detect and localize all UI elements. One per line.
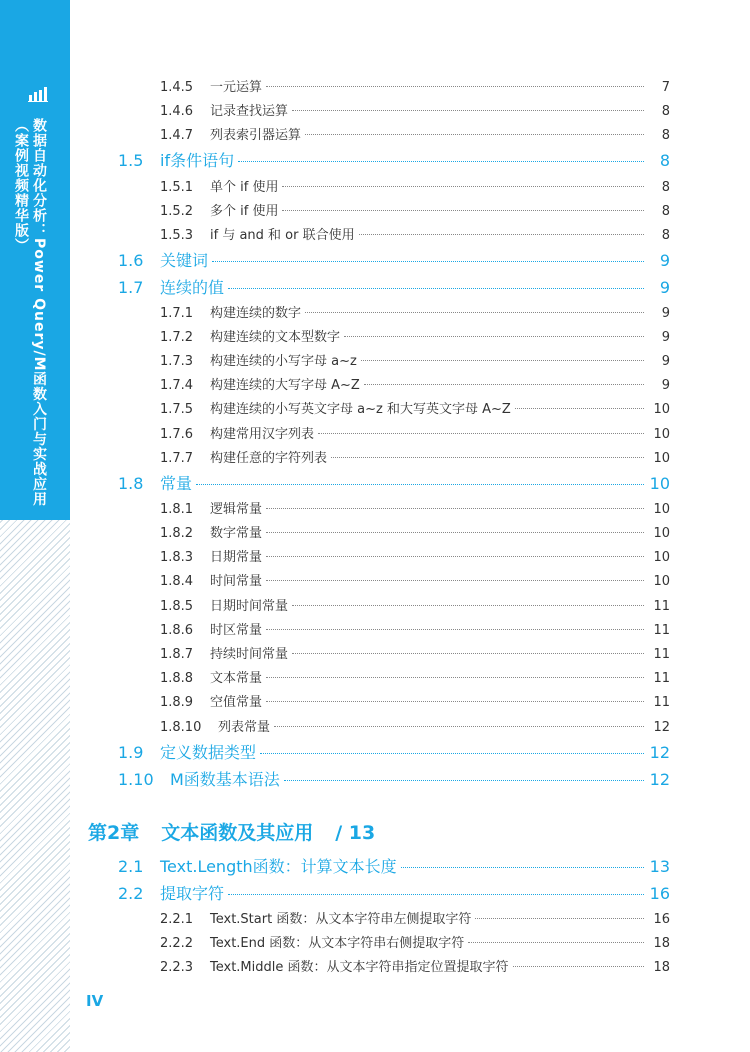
dot-leader	[468, 942, 644, 943]
entry-number: 1.8.7	[160, 647, 194, 662]
entry-title: 记录查找运算	[210, 104, 289, 119]
entry-number: 2.2.3	[160, 960, 194, 975]
toc-section-1-7[interactable]	[118, 275, 670, 298]
entry-page: 10	[653, 574, 670, 589]
chapter-label: 第2章	[88, 822, 140, 844]
entry-number: 1.7.2	[160, 330, 194, 345]
entry-page: 8	[661, 128, 670, 143]
entry-page: 7	[661, 80, 670, 95]
entry-number: 1.8.9	[160, 695, 194, 710]
spine-book-subtitle: （案例视频精华版）	[13, 118, 29, 253]
dot-leader	[331, 457, 644, 458]
dot-leader	[515, 408, 644, 409]
entry-number: 1.4.6	[160, 104, 194, 119]
section-number: 1.7	[118, 278, 144, 297]
entry-title: 日期时间常量	[210, 599, 289, 614]
toc-section-1-8[interactable]	[118, 471, 670, 494]
dot-leader	[266, 86, 644, 87]
entry-number: 1.8.8	[160, 671, 194, 686]
entry-title: 列表常量	[218, 720, 271, 735]
dot-leader	[266, 629, 644, 630]
entry-page: 8	[661, 104, 670, 119]
entry-title: 构建常用汉字列表	[210, 427, 315, 442]
section-title: 提取字符	[160, 884, 225, 903]
section-number: 1.10	[118, 770, 154, 789]
entry-page: 11	[653, 599, 670, 614]
entry-title: 多个 if 使用	[210, 204, 279, 219]
dot-leader	[282, 210, 644, 211]
entry-title: 日期常量	[210, 550, 263, 565]
entry-number: 1.7.1	[160, 306, 194, 321]
entry-page: 8	[661, 228, 670, 243]
section-number: 1.8	[118, 474, 144, 493]
entry-number: 1.8.3	[160, 550, 194, 565]
toc-entry-1-7-5[interactable]	[160, 398, 670, 417]
dot-leader	[266, 532, 644, 533]
dot-leader	[274, 726, 644, 727]
toc-section-2-1[interactable]	[118, 854, 670, 877]
toc-entry-1-8-4[interactable]	[160, 570, 670, 589]
entry-number: 1.7.7	[160, 451, 194, 466]
dot-leader	[260, 753, 644, 754]
bar-chart-icon	[28, 86, 48, 102]
toc-entry-1-5-2[interactable]	[160, 200, 670, 219]
entry-number: 1.8.1	[160, 502, 194, 517]
dot-leader	[513, 966, 645, 967]
entry-page: 11	[653, 695, 670, 710]
entry-number: 1.7.3	[160, 354, 194, 369]
chapter-heading[interactable]	[88, 818, 397, 845]
section-page: 12	[649, 770, 670, 789]
entry-page: 12	[653, 720, 670, 735]
entry-number: 1.7.4	[160, 378, 194, 393]
dot-leader	[364, 384, 644, 385]
toc-entry-1-7-7[interactable]	[160, 447, 670, 466]
page-number: IV	[86, 992, 104, 1010]
entry-number: 1.8.10	[160, 720, 202, 735]
toc-entry-1-8-1[interactable]	[160, 498, 670, 517]
entry-title: 列表索引器运算	[210, 128, 302, 143]
dot-leader	[344, 336, 644, 337]
entry-page: 11	[653, 647, 670, 662]
chapter-page: / 13	[335, 822, 376, 844]
entry-page: 10	[653, 427, 670, 442]
entry-page: 18	[653, 960, 670, 975]
entry-number: 2.2.1	[160, 912, 194, 927]
entry-page: 9	[661, 378, 670, 393]
entry-page: 9	[661, 306, 670, 321]
entry-number: 1.8.6	[160, 623, 194, 638]
dot-leader	[292, 653, 644, 654]
toc-entry-1-8-8[interactable]	[160, 667, 670, 686]
toc-entry-1-7-2[interactable]	[160, 326, 670, 345]
entry-page: 8	[661, 204, 670, 219]
toc-entry-1-4-6[interactable]	[160, 100, 670, 119]
section-title: if条件语句	[160, 151, 235, 170]
section-title: Text.Length函数：计算文本长度	[160, 857, 397, 876]
dot-leader	[292, 605, 644, 606]
entry-title: 空值常量	[210, 695, 263, 710]
entry-title: Text.End 函数：从文本字符串右侧提取字符	[210, 936, 465, 951]
toc-entry-1-8-3[interactable]	[160, 546, 670, 565]
dot-leader	[196, 484, 644, 485]
toc-entry-2-2-2[interactable]	[160, 932, 670, 951]
entry-number: 1.5.1	[160, 180, 194, 195]
entry-title: 构建连续的小写字母 a~z	[210, 354, 357, 369]
section-page: 13	[649, 857, 670, 876]
toc-entry-1-8-2[interactable]	[160, 522, 670, 541]
entry-page: 9	[661, 330, 670, 345]
toc-section-2-2[interactable]	[118, 881, 670, 904]
toc-entry-1-8-9[interactable]	[160, 691, 670, 710]
dot-leader	[266, 580, 644, 581]
dot-leader	[266, 556, 644, 557]
section-title: 连续的值	[160, 278, 225, 297]
entry-title: 文本常量	[210, 671, 263, 686]
entry-page: 11	[653, 671, 670, 686]
toc-section-1-5[interactable]	[118, 148, 670, 171]
entry-number: 1.7.5	[160, 402, 194, 417]
entry-title: 构建连续的数字	[210, 306, 302, 321]
entry-number: 1.8.4	[160, 574, 194, 589]
entry-number: 1.4.5	[160, 80, 194, 95]
section-page: 9	[659, 278, 670, 297]
entry-title: 时间常量	[210, 574, 263, 589]
toc-entry-1-8-7[interactable]	[160, 643, 670, 662]
entry-page: 9	[661, 354, 670, 369]
section-number: 1.9	[118, 743, 144, 762]
toc-section-1-10[interactable]	[118, 767, 670, 790]
entry-title: 构建连续的小写英文字母 a~z 和大写英文字母 A~Z	[210, 402, 511, 417]
entry-page: 10	[653, 526, 670, 541]
section-title: 关键词	[160, 251, 209, 270]
hatch-pattern	[0, 430, 70, 1052]
dot-leader	[284, 780, 644, 781]
dot-leader	[475, 918, 644, 919]
entry-title: Text.Start 函数：从文本字符串左侧提取字符	[210, 912, 472, 927]
toc-entry-1-8-5[interactable]	[160, 595, 670, 614]
entry-title: 构建任意的字符列表	[210, 451, 328, 466]
dot-leader	[266, 701, 644, 702]
entry-title: 持续时间常量	[210, 647, 289, 662]
entry-title: Text.Middle 函数：从文本字符串指定位置提取字符	[210, 960, 509, 975]
toc-entry-1-8-6[interactable]	[160, 619, 670, 638]
book-spine-sidebar	[0, 0, 70, 1052]
entry-page: 10	[653, 550, 670, 565]
dot-leader	[266, 508, 644, 509]
toc-section-1-6[interactable]	[118, 248, 670, 271]
entry-page: 11	[653, 623, 670, 638]
entry-title: 时区常量	[210, 623, 263, 638]
entry-title: 构建连续的文本型数字	[210, 330, 341, 345]
toc-section-1-9[interactable]	[118, 740, 670, 763]
entry-page: 10	[653, 451, 670, 466]
entry-page: 18	[653, 936, 670, 951]
section-title: 常量	[160, 474, 193, 493]
dot-leader	[238, 161, 644, 162]
entry-title: 逻辑常量	[210, 502, 263, 517]
toc-entry-2-2-1[interactable]	[160, 908, 670, 927]
entry-title: 一元运算	[210, 80, 263, 95]
section-number: 1.6	[118, 251, 144, 270]
toc-entry-1-4-5[interactable]	[160, 76, 670, 95]
entry-number: 1.7.6	[160, 427, 194, 442]
entry-number: 1.4.7	[160, 128, 194, 143]
entry-number: 1.8.5	[160, 599, 194, 614]
section-page: 9	[659, 251, 670, 270]
dot-leader	[359, 234, 644, 235]
toc-entry-1-5-1[interactable]	[160, 176, 670, 195]
entry-page: 8	[661, 180, 670, 195]
toc-entry-1-5-3[interactable]	[160, 224, 670, 243]
section-page: 10	[649, 474, 670, 493]
toc-entry-1-7-3[interactable]	[160, 350, 670, 369]
entry-page: 10	[653, 402, 670, 417]
section-number: 2.1	[118, 857, 144, 876]
entry-title: 构建连续的大写字母 A~Z	[210, 378, 360, 393]
entry-number: 1.5.2	[160, 204, 194, 219]
section-page: 16	[649, 884, 670, 903]
section-page: 12	[649, 743, 670, 762]
dot-leader	[401, 867, 644, 868]
toc-entry-1-8-10[interactable]	[160, 716, 670, 735]
entry-title: 单个 if 使用	[210, 180, 279, 195]
dot-leader	[212, 261, 644, 262]
toc-entry-1-7-6[interactable]	[160, 423, 670, 442]
entry-number: 1.5.3	[160, 228, 194, 243]
entry-title: if 与 and 和 or 联合使用	[210, 228, 355, 243]
dot-leader	[228, 894, 644, 895]
entry-page: 10	[653, 502, 670, 517]
entry-page: 16	[653, 912, 670, 927]
spine-book-title: 数据自动化分析：Power Query/M函数入门与实战应用	[31, 118, 47, 507]
dot-leader	[292, 110, 644, 111]
toc-entry-1-7-4[interactable]	[160, 374, 670, 393]
toc-entry-2-2-3[interactable]	[160, 956, 670, 975]
dot-leader	[282, 186, 644, 187]
dot-leader	[305, 134, 644, 135]
section-title: 定义数据类型	[160, 743, 257, 762]
toc-entry-1-4-7[interactable]	[160, 124, 670, 143]
section-number: 1.5	[118, 151, 144, 170]
entry-number: 1.8.2	[160, 526, 194, 541]
entry-number: 2.2.2	[160, 936, 194, 951]
section-title: M函数基本语法	[170, 770, 280, 789]
chapter-title: 文本函数及其应用	[161, 822, 314, 844]
entry-title: 数字常量	[210, 526, 263, 541]
dot-leader	[318, 433, 644, 434]
dot-leader	[305, 312, 644, 313]
dot-leader	[361, 360, 644, 361]
dot-leader	[266, 677, 644, 678]
toc-entry-1-7-1[interactable]	[160, 302, 670, 321]
section-page: 8	[659, 151, 670, 170]
section-number: 2.2	[118, 884, 144, 903]
dot-leader	[228, 288, 644, 289]
